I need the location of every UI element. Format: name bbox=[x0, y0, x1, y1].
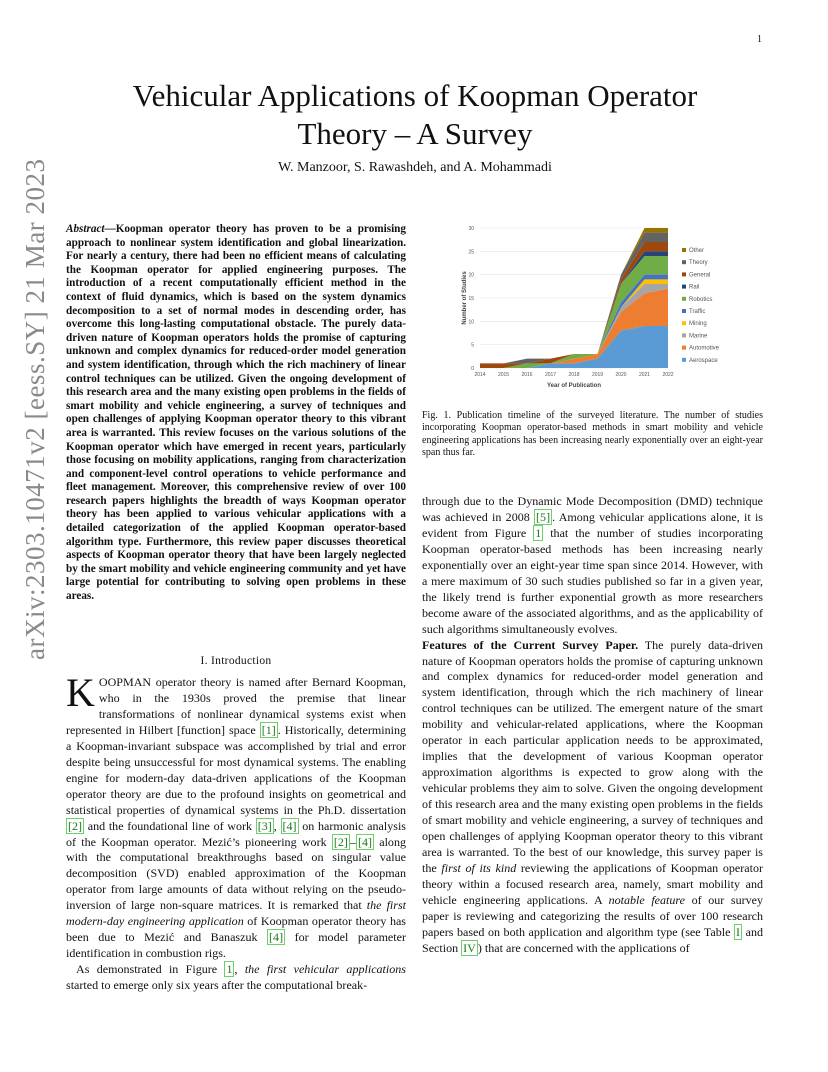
arxiv-identifier: arXiv:2303.10471v2 [eess.SY] 21 Mar 2023 bbox=[20, 158, 50, 660]
y-tick-label: 20 bbox=[468, 272, 474, 279]
citation-link[interactable]: [1] bbox=[261, 722, 276, 737]
x-tick-label: 2016 bbox=[521, 372, 533, 378]
x-tick-label: 2018 bbox=[568, 372, 580, 378]
intro-paragraph-2 bbox=[66, 962, 406, 994]
paper-title bbox=[60, 77, 770, 153]
legend-swatch bbox=[682, 272, 686, 276]
text-run: of our survey paper is reviewing and categorizing the results of over 100 research papers based on both application and algorithm type (see Table bbox=[422, 892, 763, 939]
x-tick-label: 2020 bbox=[615, 372, 627, 378]
legend-entry: Other bbox=[689, 248, 705, 254]
right-paragraph-1 bbox=[422, 494, 763, 638]
x-tick-label: 2017 bbox=[544, 372, 557, 378]
figure-link[interactable]: 1 bbox=[226, 962, 233, 977]
legend-swatch bbox=[682, 285, 686, 289]
legend-entry: Automotive bbox=[689, 345, 720, 352]
legend-swatch bbox=[682, 346, 686, 350]
legend-entry: Theory bbox=[689, 260, 708, 267]
abstract-label: Abstract bbox=[66, 223, 105, 235]
text-run: The purely data-driven nature of Koopman operators holds the promise of capturing unknown and complex dynamics for reduced-order model generation and system identification, through which the rich machinery of linear control techniques can be utilized. The emergent nature of the smart mobility and vehicular-related applications, where the Koopman operator in each particular application needs to be approximated, implies that the development of various Koopman operator approximation algorithms is expected to grow along with the vehicular problems they aim to solve. Given the ongoing development of this research area and the many existing open problems in the fields of smart mobility and vehicle engineering, a survey of techniques and open challenges of applying Koopman operator theory to this vibrant area is warranted. To the best of our knowledge, this survey paper is the bbox=[422, 637, 763, 875]
text-run: – bbox=[349, 834, 356, 849]
y-tick-label: 10 bbox=[468, 319, 474, 326]
legend-entry: Robotics bbox=[689, 296, 713, 303]
emphasis: the first vehicular applications bbox=[244, 962, 406, 977]
emphasis: the first modern-day engineering application bbox=[66, 898, 406, 929]
introduction-text bbox=[66, 670, 406, 994]
citation-link[interactable]: [2] bbox=[333, 834, 348, 849]
text-run: , bbox=[273, 818, 281, 833]
text-run: . Among vehicular applications alone, it is evident from Figure bbox=[422, 509, 763, 540]
legend-entry: Aerospace bbox=[689, 357, 718, 364]
emphasis: first of its kind bbox=[441, 860, 517, 875]
text-run: through due to the Dynamic Mode Decomposition (DMD) technique was achieved in 2008 bbox=[422, 494, 763, 524]
title-line-2: Theory – A Survey bbox=[297, 116, 533, 151]
x-axis-label: Year of Publication bbox=[546, 383, 602, 389]
y-axis-label: Number of Studies bbox=[462, 271, 468, 325]
legend-swatch bbox=[682, 321, 686, 325]
x-tick-label: 2021 bbox=[638, 372, 651, 378]
citation-link[interactable]: [4] bbox=[269, 930, 284, 945]
page-number: 1 bbox=[757, 34, 762, 45]
text-run: for model parameter identification in combustion rigs. bbox=[66, 930, 406, 961]
abstract-text: —Koopman operator theory has proven to be a promising approach to nonlinear system identification and global linearization. For nearly a century, there had been no efficient means of calculating the Koopman operator for applied engineering purposes. The introduction of a recent computationally efficient method in the context of fluid dynamics, which is based on the system dynamics decomposition to a set of normal modes in descending order, has overcome this long-lasting computational obstacle. The purely data-driven nature of Koopman operators holds the promise of capturing unknown and complex dynamics for reduced-order model generation and system identification, through which the rich machinery of linear control techniques can be utilized. Given the ongoing development of this research area and the many existing open problems in the fields of smart mobility and vehicle engineering, a survey of techniques and open challenges of applying Koopman operator theory to this vibrant area is warranted. This review focuses on the various solutions of the Koopman operator which have emerged in recent years, particularly those focusing on mobility applications, ranging from characterization and component-level control operations to vehicle performance and fleet management. Moreover, this comprehensive review of over 100 research papers highlights the breadth of ways Koopman operator theory has been applied to various vehicular applications with a detailed categorization of the applied Koopman operator-based algorithm type. Furthermore, this review paper discusses theoretical aspects of Koopman operator theory that have been largely neglected by the smart mobility and vehicle engineering community and yet have large potential for contributing to solving open problems in these areas. bbox=[66, 223, 406, 603]
intro-paragraph-1 bbox=[66, 670, 406, 962]
y-tick-label: 30 bbox=[468, 226, 474, 232]
text-run: OOPMAN operator theory is named after Bernard Koopman, who in the 1930s proved the premise that linear transformations of nonlinear dynamical systems exist when represented in Hilbert [function] space bbox=[66, 675, 406, 737]
figure-caption bbox=[422, 410, 763, 460]
caption-label: Fig. 1. bbox=[422, 410, 451, 421]
citation-link[interactable]: [3] bbox=[257, 818, 272, 833]
y-tick-label: 0 bbox=[471, 366, 474, 372]
text-run: that the number of studies incorporating Koopman operator-based methods has been increasing nearly exponentially over an eight-year time span since 2014. However, with a mere maximum of 30 such studies published so far in a given year, the likely trend is further exponential growth as more researchers become aware of the associated algorithms, and as the applicability of such algorithms simultaneously evolves. bbox=[422, 525, 763, 636]
citation-link[interactable]: [4] bbox=[357, 834, 372, 849]
y-tick-label: 5 bbox=[471, 342, 474, 349]
author-list: W. Manzoor, S. Rawashdeh, and A. Mohammadi bbox=[278, 160, 552, 175]
legend-swatch bbox=[682, 309, 686, 313]
x-tick-label: 2015 bbox=[497, 372, 510, 378]
text-run: and Section bbox=[422, 924, 764, 955]
citation-link[interactable]: [4] bbox=[282, 818, 297, 833]
citation-link[interactable]: [5] bbox=[536, 509, 551, 524]
legend-entry: Mining bbox=[689, 321, 707, 328]
text-run: . Historically, determining a Koopman-invariant subspace was accomplished by trial and error despite being unsuccessful for most dynamical systems. The enabling engine for modern-day data-driven applications of the Koopman operator theory are due to the profound insights on geometrical and statistical properties of dynamical systems in the Ph.D. dissertation bbox=[66, 722, 406, 817]
text-run: ) that are concerned with the applications of bbox=[477, 940, 690, 955]
right-column-text bbox=[422, 494, 763, 957]
text-run: reviewing the applications of Koopman operator theory within a focused research area, namely, smart mobility and vehicle engineering applications. A bbox=[422, 860, 763, 907]
table-link[interactable]: I bbox=[736, 924, 741, 939]
emphasis: notable feature bbox=[608, 892, 686, 907]
text-run: of Koopman operator theory has been due to Mezić and Banaszuk bbox=[66, 914, 406, 945]
section-heading-introduction: I. Introduction bbox=[200, 655, 272, 667]
drop-cap: K bbox=[66, 670, 95, 715]
y-tick-label: 25 bbox=[468, 249, 474, 256]
legend-swatch bbox=[682, 297, 686, 301]
figure-link[interactable]: 1 bbox=[535, 525, 542, 540]
text-run: As demonstrated in Figure bbox=[76, 962, 225, 977]
text-run: , bbox=[234, 962, 245, 977]
paragraph-heading: Features of the Current Survey Paper. bbox=[422, 637, 639, 652]
x-tick-label: 2022 bbox=[662, 372, 674, 378]
legend-entry: General bbox=[689, 272, 711, 279]
legend-swatch bbox=[682, 358, 686, 362]
right-paragraph-2 bbox=[422, 638, 763, 957]
y-tick-label: 15 bbox=[468, 296, 474, 302]
title-line-1: Vehicular Applications of Koopman Operator bbox=[132, 78, 698, 113]
x-tick-label: 2019 bbox=[591, 372, 604, 378]
x-tick-label: 2014 bbox=[474, 372, 486, 378]
legend-swatch bbox=[682, 333, 686, 337]
text-run: on harmonic analysis of the Koopman operator. Mezić’s pioneering work bbox=[66, 818, 406, 849]
text-run: and the foundational line of work bbox=[84, 818, 256, 833]
caption-text: Publication timeline of the surveyed literature. The number of studies incorporating Koopman operator-based methods in smart mobility and vehicle engineering applications has been increasing nearly exponentially over an eight-year span thus far. bbox=[422, 410, 763, 459]
text-run: started to emerge only six years after the computational break- bbox=[66, 978, 368, 993]
section-link[interactable]: IV bbox=[463, 940, 476, 955]
publication-timeline-chart bbox=[444, 222, 744, 394]
legend-entry: Marine bbox=[689, 333, 708, 340]
abstract bbox=[66, 223, 406, 604]
legend-entry: Rail bbox=[689, 284, 700, 291]
legend-swatch bbox=[682, 248, 686, 252]
legend-entry: Traffic bbox=[689, 309, 706, 315]
text-run: along with the computational breakthroughs based on singular value decomposition (SVD) enabled approximation of the Koopman operator from large amounts of data without relying on the pseudo-inversion of large non-square matrices. It is remarked that bbox=[66, 834, 406, 913]
legend-swatch bbox=[682, 260, 686, 264]
citation-link[interactable]: [2] bbox=[68, 818, 83, 833]
chart-canvas bbox=[444, 222, 744, 394]
